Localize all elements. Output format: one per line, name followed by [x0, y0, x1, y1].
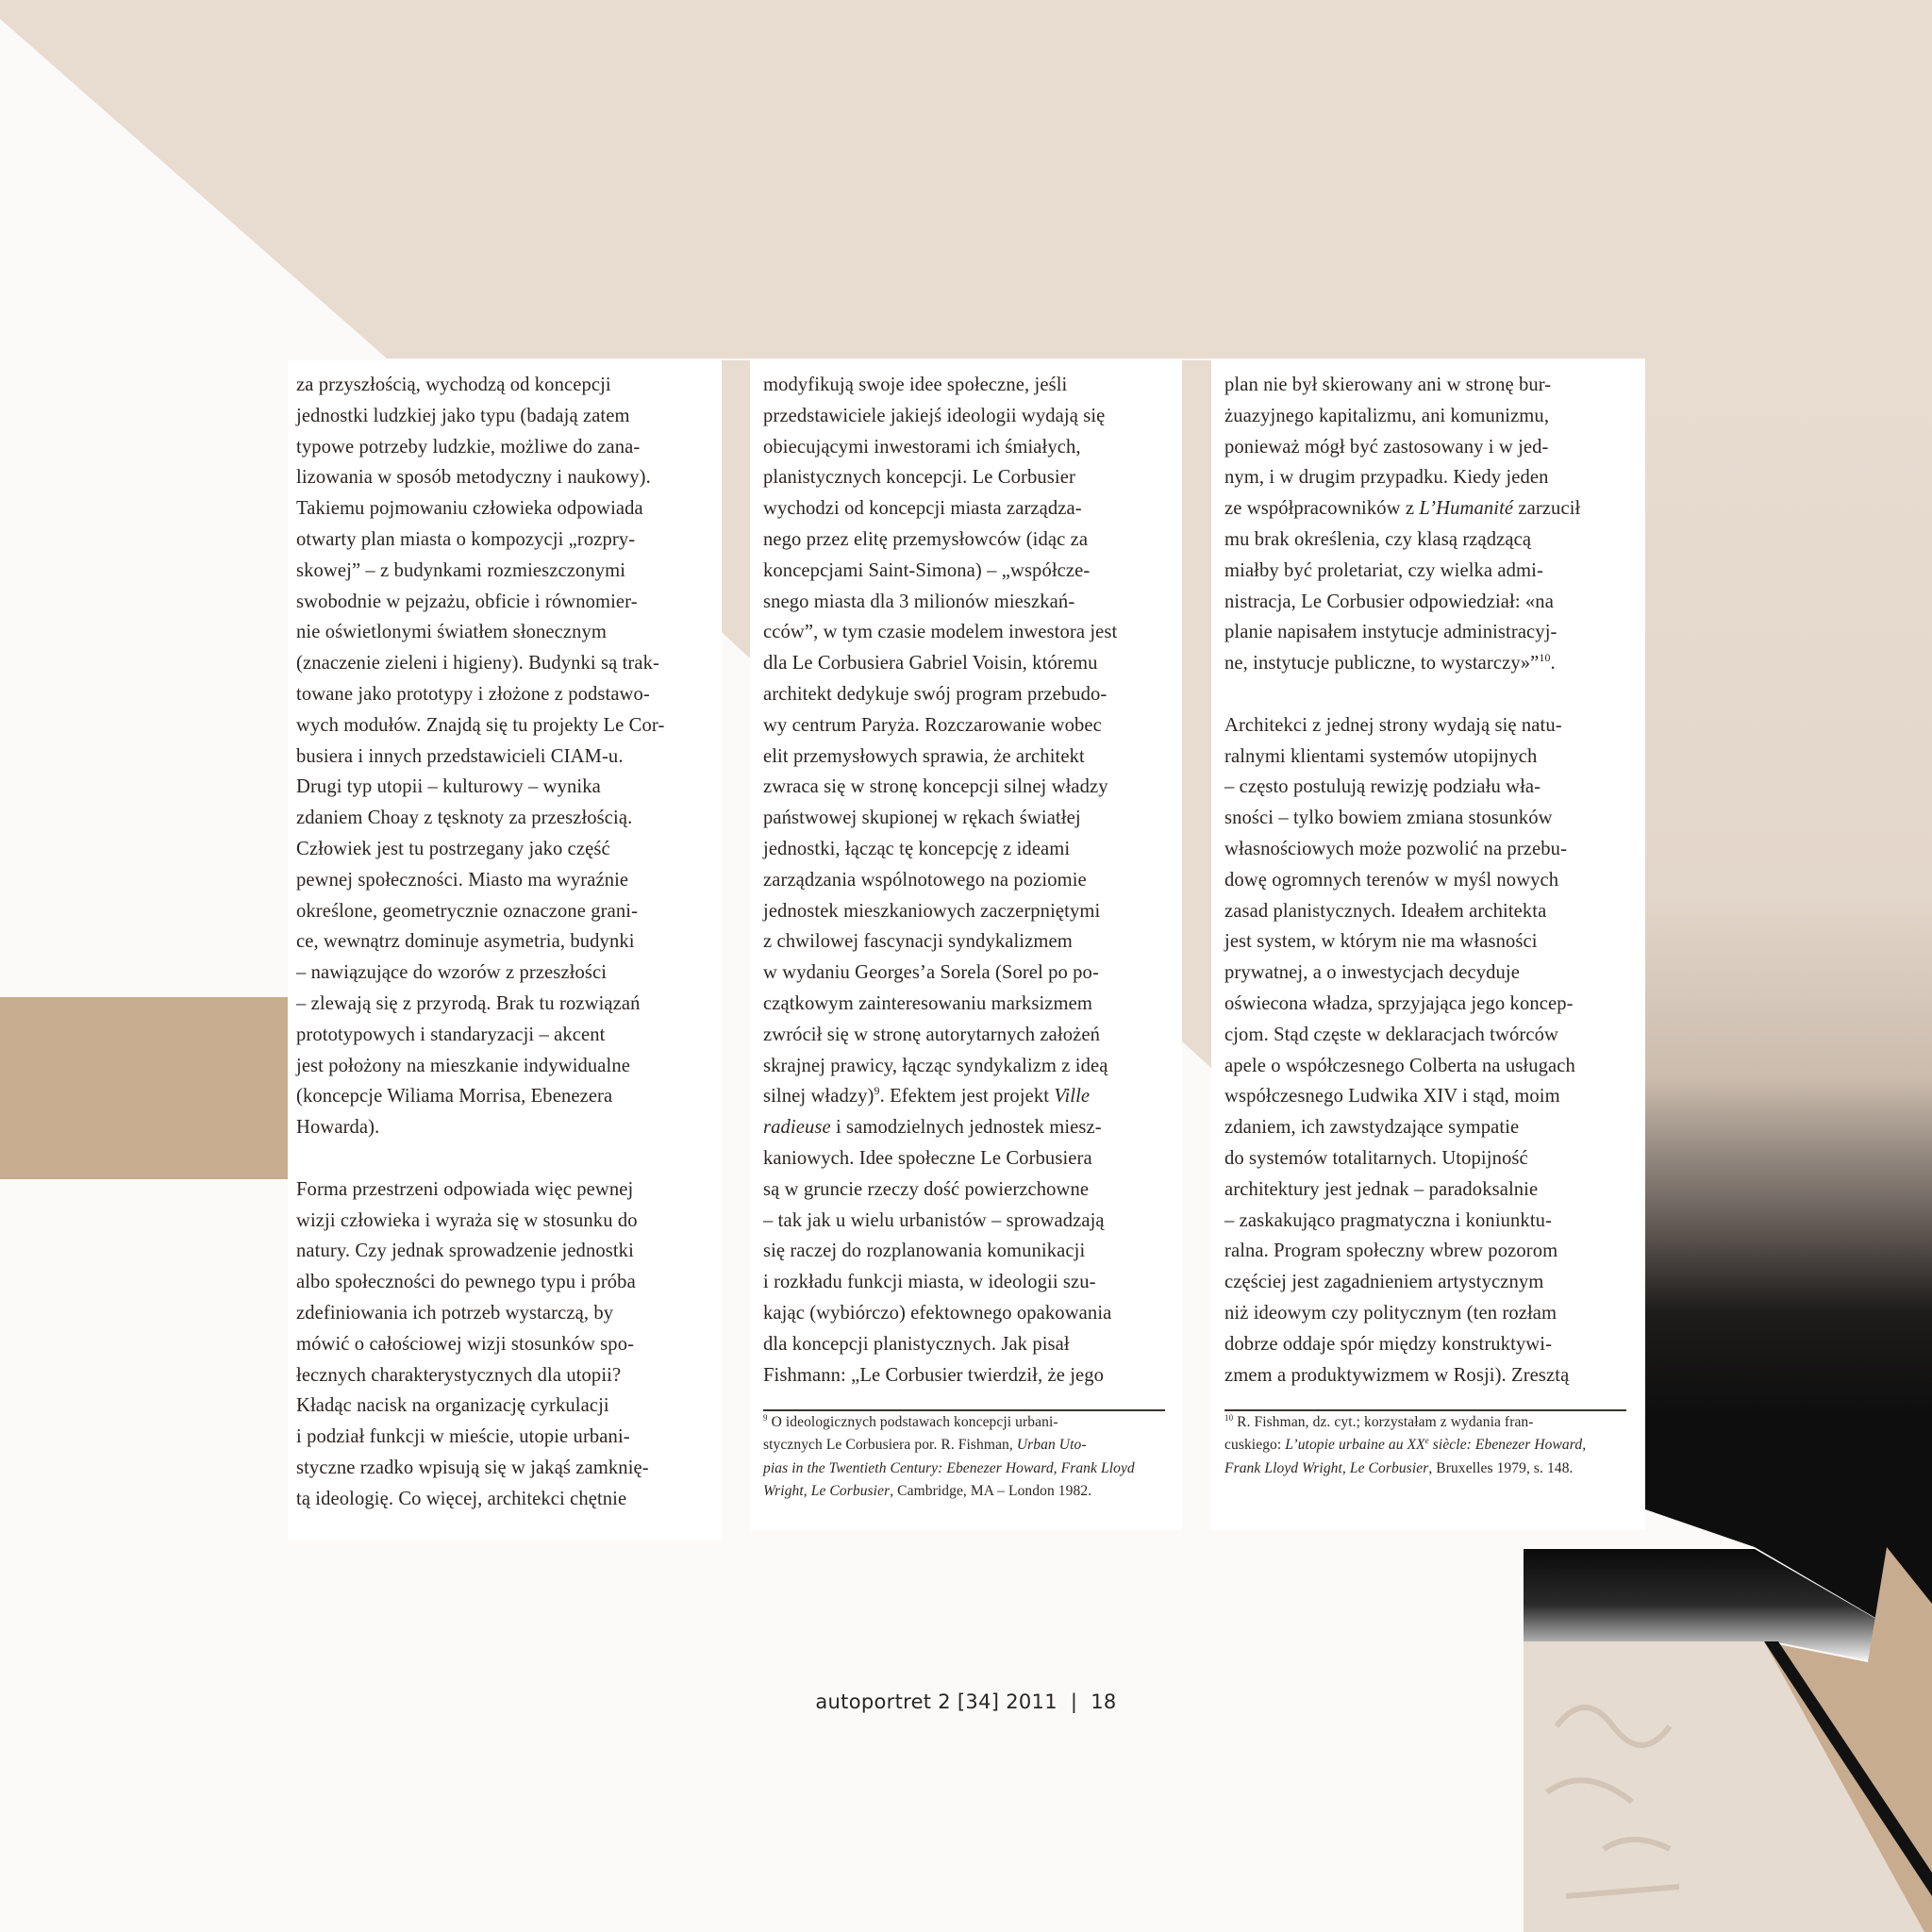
paragraph: plan nie był skierowany ani w stronę bur- żuazyjnego kapitalizmu, ani komunizmu, ponieważ mógł być zastosowany i w jed- nym, i w drugim przypadku. Kiedy jeden ze współpracowników z L’Humanité zarzucił mu brak określenia, czy klasą rządzącą miałby być proletariat, czy wielka admi- nistracja, Le Corbusier odpowiedział: «na planie napisałem instytucje administracyj- ne, instytucje publiczne, to wystarczy»”$^{10}$. [1224, 375, 1581, 675]
page-number: 18 [1091, 1690, 1117, 1713]
right-gradient-band [1645, 349, 1932, 1651]
text-column-1 [288, 360, 722, 1540]
top-beige-band [0, 0, 1932, 358]
paragraph: Forma przestrzeni odpowiada więc pewnej wizji człowieka i wyraża się w stosunku do natury. Czy jednak sprowadzenie jednostki albo społeczności do pewnego typu i próba zdefiniowania ich potrzeb wystarczą, by mówić o całościowej wizji stosunków spo- łecznych charakterystycznych dla utopii? Kładąc nacisk na organizację cyrkulacji i podział funkcji w mieście, utopie urbani- styczne rzadko wpisują się w jakąś zamknię- tą ideologię. Co więcej, architekci chętnie [296, 1178, 649, 1509]
footnote-ref: 9 [874, 1084, 880, 1098]
paragraph: za przyszłością, wychodzą od koncepcji jednostki ludzkiej jako typu (badają zatem typowe potrzeby ludzkie, możliwe do zana- lizowania w sposób metodyczny i naukowy). Takiemu pojmowaniu człowieka odpowiada otwarty plan miasta o kompozycji „rozpry- skowej” – z budynkami rozmieszczonymi swobodnie w pejzażu, obficie i równomier- nie oświetlonymi światłem słonecznym (znaczenie zieleni i higieny). Budynki są trak- towane jako prototypy i złożone z podstawo- wych modułów. Znajdą się tu projekty Le Cor- busiera i innych przedstawicieli CIAM-u. Drugi typ utopii – kulturowy – wynika zdaniem Choay z tęsknoty za przeszłością. Człowiek jest tu postrzegany jako część pewnej społeczności. Miasto ma wyraźnie określone, geometrycznie oznaczone grani- ce, wewnątrz dominuje asymetria, budynki – nawiązujące do wzorów z przeszłości – zlewają się z przyrodą. Brak tu rozwiązań prototypowych i standaryzacji – akcent jest położony na mieszkanie indywidualne (koncepcje Wiliama Morrisa, Ebenezera Howarda). [296, 375, 665, 1139]
gap-notch-1 [722, 360, 750, 658]
footer-separator: | [1070, 1690, 1078, 1713]
paragraph: modyfikują swoje idee społeczne, jeśli przedstawiciele jakiejś ideologii wydają się obiecującymi inwestorami ich śmiałych, planistycznych koncepcji. Le Corbusier wychodzi od koncepcji miasta zarządza- nego przez elitę przemysłowców (idąc za koncepcjami Saint-Simona) – „współcze- snego miasta dla 3 milionów mieszkań- cców”, w tym czasie modelem inwestora jest dla Le Corbusiera Gabriel Voisin, któremu architekt dedykuje swój program przebudo- wy centrum Paryża. Rozczarowanie wobec elit przemysłowych sprawia, że architekt zwraca się w stronę koncepcji silnej władzy państwowej skupionej w rękach światłej jednostki, łącząc tę koncepcję z ideami zarządzania wspólnotowego na poziomie jednostek mieszkaniowych zaczerpniętymi z chwilowej fascynacji syndykalizmem w wydaniu Georges’a Sorela (Sorel po po- czątkowym zainteresowaniu marksizmem zwrócił się w stronę autorytarnych założeń skrajnej prawicy, łącząc syndykalizm z ideą silnej władzy)$^9$. Efektem jest projekt Ville radieuse i samodzielnych jednostek miesz- kaniowych. Idee społeczne Le Corbusiera są w gruncie rzeczy dość powierzchowne – tak jak u wielu urbanistów – sprowadzają się raczej do rozplanowania komunikacji i rozkładu funkcji miasta, w ideologii szu- kając (wybiórczo) efektownego opakowania dla koncepcji planistycznych. Jak pisał Fishmann: „Le Corbusier twierdził, że jego [763, 375, 1118, 1386]
gap-notch-2 [1182, 360, 1211, 1068]
footnote: $^9$ O ideologicznych podstawach koncepcji urbani- stycznych Le Corbusiera por. R. Fishman, Urban Uto- pias in the Twentieth Century: Ebenezer Howard, Frank Lloyd Wright, Le Corbusier, Cambridge, MA – London 1982. [763, 1412, 1135, 1500]
page-footer [0, 1690, 1932, 1713]
text-column-2 [750, 360, 1182, 1530]
footnote-ref: 10 [1539, 651, 1551, 665]
footnote: $^{10}$ R. Fishman, dz. cyt.; korzystałam z wydania fran- cuskiego: L’utopie urbaine au XXe siècle: Ebenezer Howard, Frank Lloyd Wright, Le Corbusier, Bruxelles 1979, s. 148. [1224, 1412, 1587, 1476]
paragraph: Architekci z jednej strony wydają się natu- ralnymi klientami systemów utopijnych – często postulują rewizję podziału wła- sności – tylko bowiem zmiana stosunków własnościowych może pozwolić na przebu- dowę ogromnych terenów w myśl nowych zasad planistycznych. Ideałem architekta jest system, w którym nie ma własności prywatnej, a o inwestycjach decyduje oświecona władza, sprzyjająca jego koncep- cjom. Stąd częste w deklaracjach twórców apele o współczesnego Colberta na usługach współczesnego Ludwika XIV i stąd, moim zdaniem, ich zawstydzające sympatie do systemów totalitarnych. Utopijność architektury jest jednak – paradoksalnie – zaskakująco pragmatyczna i koniunktu- ralna. Program społeczny wbrew pozorom częściej jest zagadnieniem artystycznym niż ideowym czy politycznym (ten rozłam dobrze oddaje spór między konstruktywi- zmem a produktywizmem w Rosji). Zresztą [1224, 714, 1575, 1386]
tan-block [0, 997, 289, 1179]
text-column-3 [1211, 360, 1645, 1530]
publication-title: autoportret 2 [34] 2011 [815, 1690, 1058, 1713]
